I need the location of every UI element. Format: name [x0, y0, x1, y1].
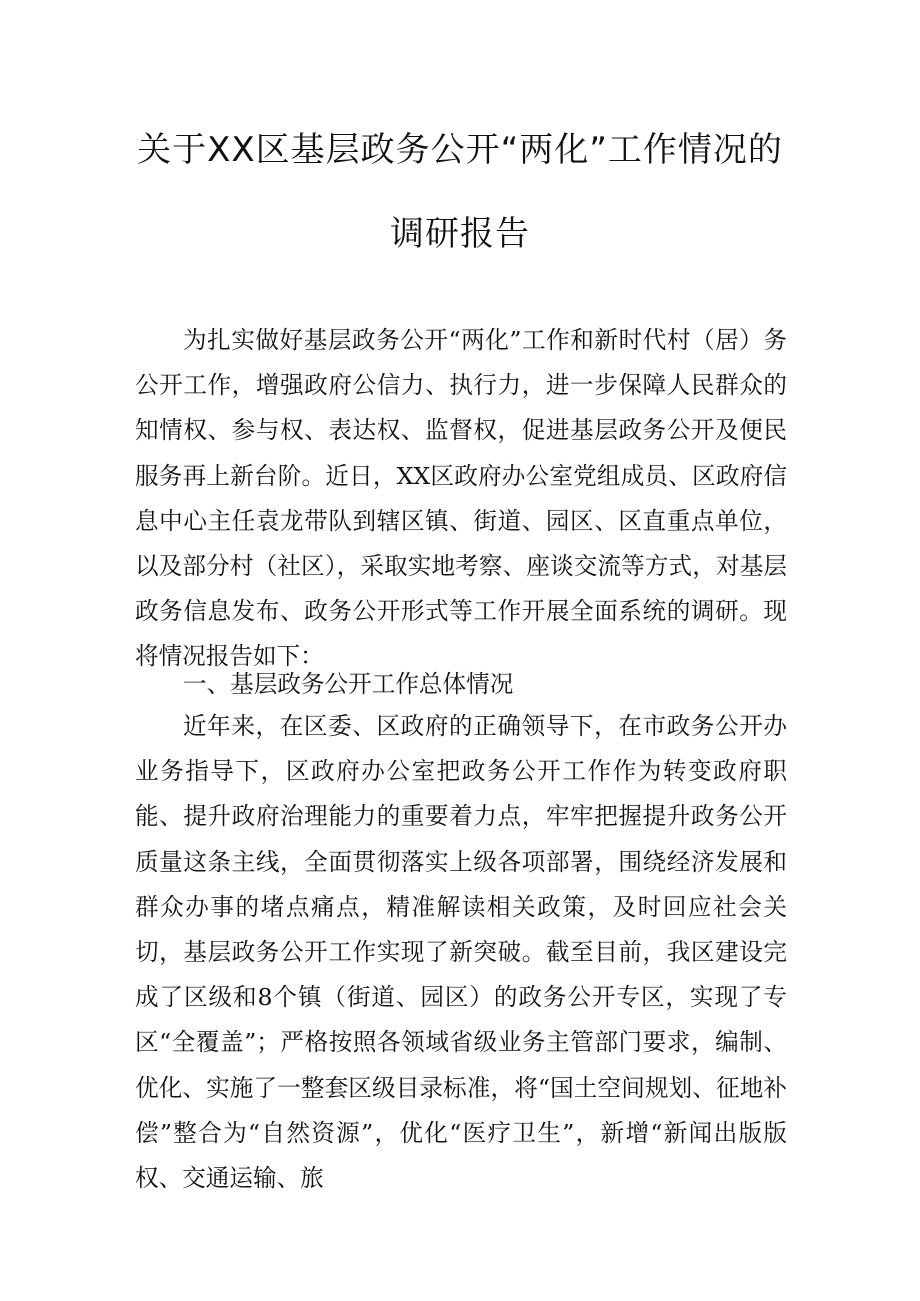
section-1-paragraph: 近年来，在区委、区政府的正确领导下，在市政务公开办业务指导下，区政府办公室把政务公开工作作为转变政府职能、提升政府治理能力的重要着力点，牢牢把握提升政务公开质量这条主线，全面贯彻落实上级各项部署，围绕经济发展和群众办事的堵点痛点，精准解读相关政策，及时回应社会关切，基层政务公开工作实现了新突破。截至目前，我区建设完成了区级和8个镇（街道、园区）的政务公开专区，实现了专区“全覆盖”；严格按照各领域省级业务主管部门要求，编制、优化、实施了一整套区级目录标准，将“国土空间规划、征地补偿”整合为“自然资源”，优化“医疗卫生”，新增“新闻出版版权、交通运输、旅: [135, 712, 787, 1193]
section-heading-1: 一、基层政务公开工作总体情况: [183, 670, 514, 698]
document-title-line-1: 关于XX区基层政务公开“两化”工作情况的: [137, 130, 783, 170]
intro-paragraph: 为扎实做好基层政务公开“两化”工作和新时代村（居）务公开工作，增强政府公信力、执行力，进一步保障人民群众的知情权、参与权、表达权、监督权，促进基层政务公开及便民服务再上新台阶。近日，XX区政府办公室党组成员、区政府信息中心主任袁龙带队到辖区镇、街道、园区、区直重点单位，以及部分村（社区），采取实地考察、座谈交流等方式，对基层政务信息发布、政务公开形式等工作开展全面系统的调研。现将情况报告如下：: [135, 326, 787, 671]
document-title-line-2: 调研报告: [390, 214, 530, 254]
